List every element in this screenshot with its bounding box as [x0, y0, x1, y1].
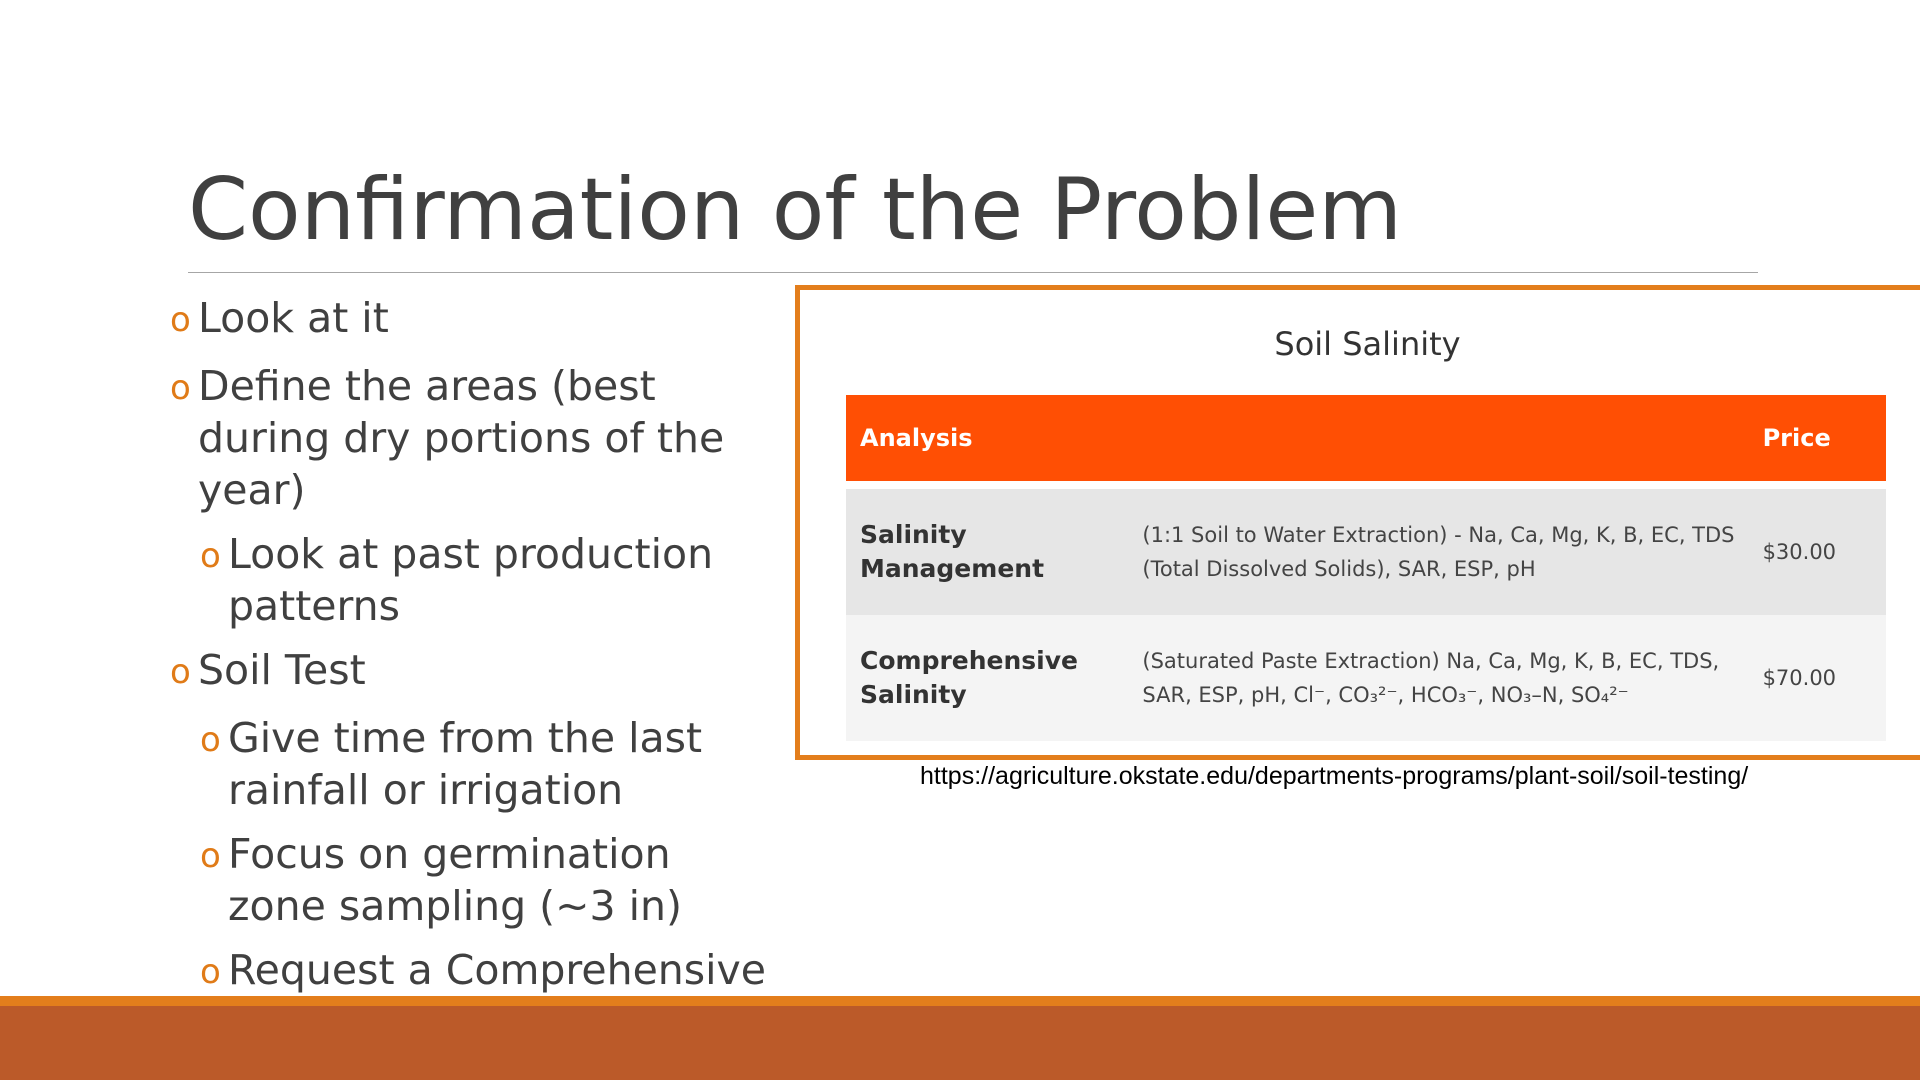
description-cell: (1:1 Soil to Water Extraction) - Na, Ca, Mg, K, B, EC, TDS (Total Dissolved Solids), SAR, ESP, pH — [1128, 489, 1748, 615]
analysis-cell: Comprehensive Salinity — [846, 615, 1128, 741]
bullet-item — [170, 292, 770, 348]
bullet-text: Look at past production patterns — [228, 530, 714, 630]
bullet-item — [170, 644, 770, 700]
sub-bullet-item — [200, 528, 770, 632]
bullet-text: Focus on germination zone sampling (~3 in) — [228, 830, 682, 930]
bullet-item — [170, 360, 770, 516]
bullet-marker-icon: o — [170, 300, 191, 340]
sub-bullet-item — [200, 828, 770, 932]
bullet-text: Define the areas (best during dry portions of the year) — [198, 362, 725, 514]
analysis-cell: Salinity Management — [846, 489, 1128, 615]
header-description — [1128, 395, 1748, 481]
bullet-marker-icon: o — [200, 536, 221, 576]
bullet-marker-icon: o — [170, 652, 191, 692]
bullet-text: Look at it — [198, 294, 389, 342]
header-price: Price — [1749, 395, 1886, 481]
bullet-text: Soil Test — [198, 646, 366, 694]
bullet-marker-icon: o — [170, 368, 191, 408]
bullet-marker-icon: o — [200, 720, 221, 760]
bullet-text: Give time from the last rainfall or irrigation — [228, 714, 703, 814]
header-analysis: Analysis — [846, 395, 1128, 481]
bullet-list — [170, 292, 770, 1060]
table-title: Soil Salinity — [1274, 325, 1461, 363]
bullet-marker-icon: o — [200, 952, 221, 992]
table-row — [846, 489, 1886, 615]
pricing-screenshot — [795, 285, 1920, 760]
pricing-table — [846, 395, 1886, 741]
source-url: https://agriculture.okstate.edu/departments-programs/plant-soil/soil-testing/ — [920, 762, 1749, 790]
title-divider — [188, 272, 1758, 273]
sub-bullet-item — [200, 712, 770, 816]
table-header-row — [846, 395, 1886, 481]
slide-title: Confirmation of the Problem — [188, 160, 1403, 260]
table-spacer — [846, 481, 1886, 489]
price-cell: $70.00 — [1749, 615, 1886, 741]
footer-accent-line — [0, 996, 1920, 1006]
table-row — [846, 615, 1886, 741]
description-cell: (Saturated Paste Extraction) Na, Ca, Mg, K, B, EC, TDS, SAR, ESP, pH, Cl⁻, CO₃²⁻, HCO₃⁻, NO₃–N, SO₄²⁻ — [1128, 615, 1748, 741]
bullet-text: Request a Comprehensive — [228, 946, 767, 994]
footer-band — [0, 996, 1920, 1080]
bullet-marker-icon: o — [200, 836, 221, 876]
price-cell: $30.00 — [1749, 489, 1886, 615]
